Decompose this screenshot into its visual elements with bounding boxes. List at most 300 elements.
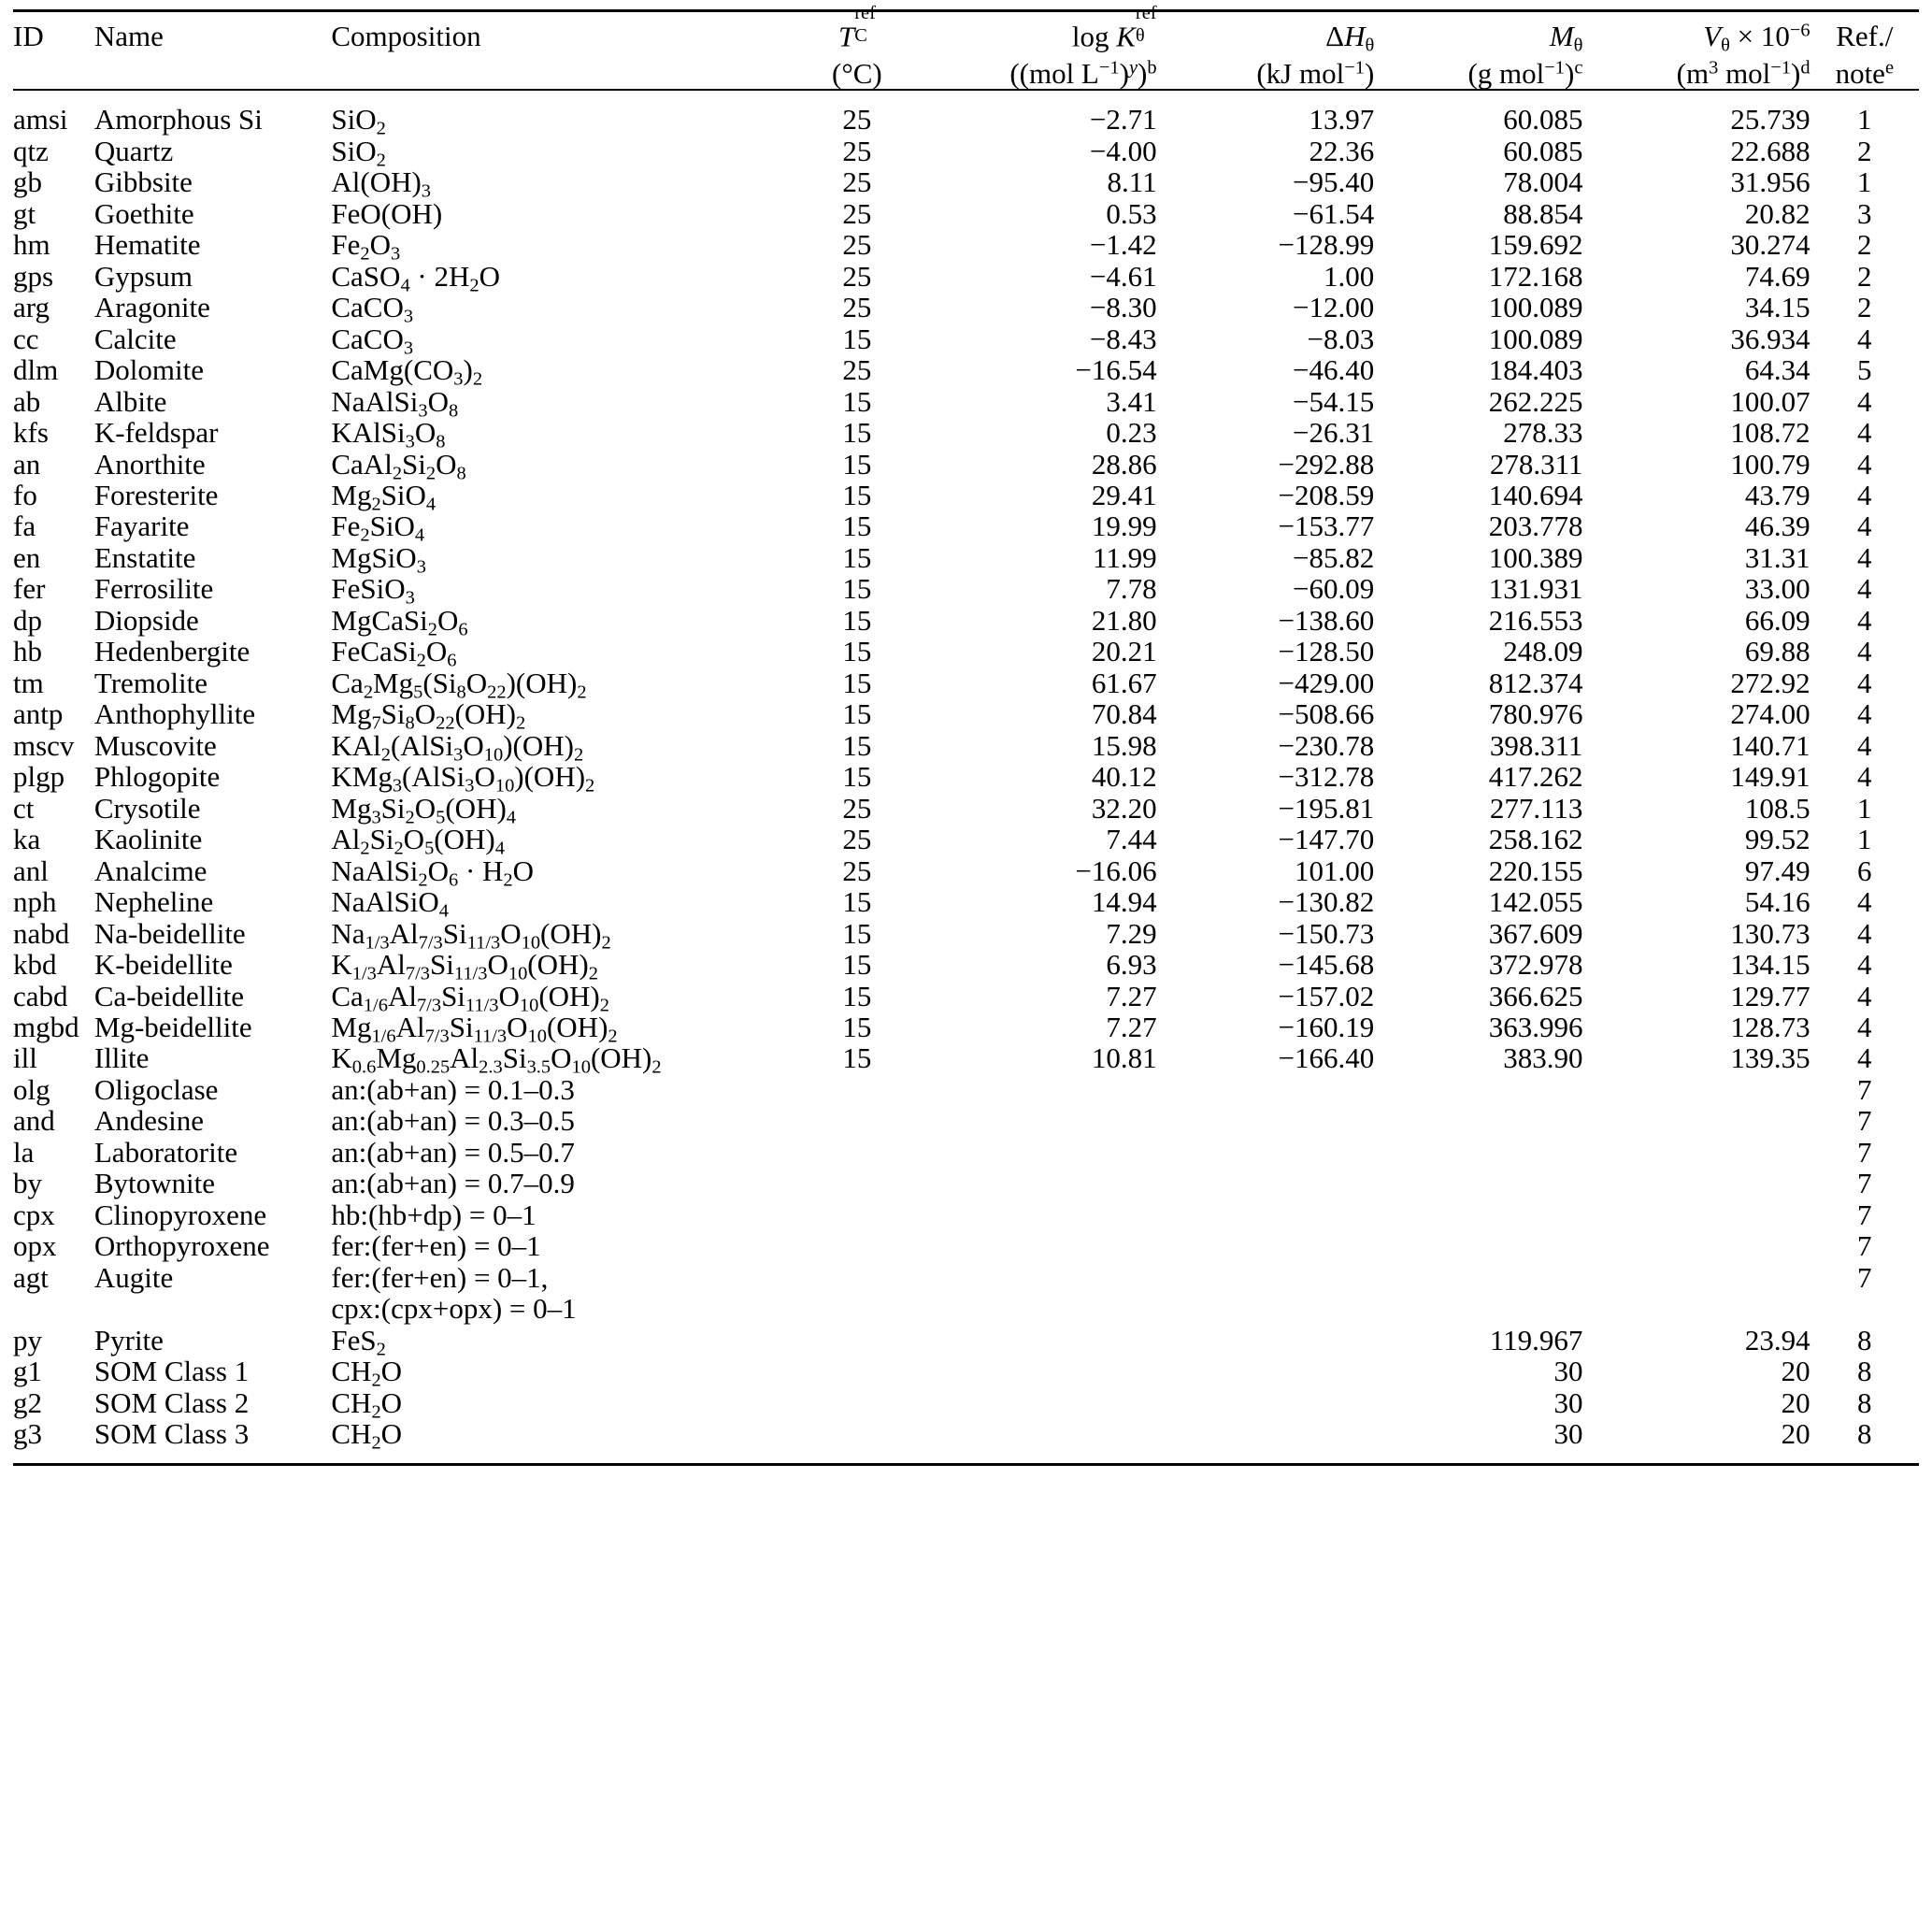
cell-composition: an:(ab+an) = 0.3–0.5 — [331, 1104, 575, 1138]
cell-ref: 4 — [1857, 635, 1872, 668]
cell-m: 383.90 — [1503, 1041, 1583, 1075]
cell-v: 130.73 — [1730, 916, 1810, 950]
cell-dh: 22.36 — [1309, 134, 1375, 167]
cell-logk: 19.99 — [1091, 510, 1157, 543]
cell-composition: NaAlSiO$_4$ — [331, 885, 449, 922]
cell-dh: −8.03 — [1307, 322, 1375, 355]
cell-ref: 1 — [1857, 823, 1872, 856]
cell-ref: 7 — [1857, 1229, 1872, 1263]
cell-ref: 2 — [1857, 134, 1872, 167]
cell-logk: 7.29 — [1106, 916, 1157, 950]
cell-name: SOM Class 1 — [93, 1355, 250, 1388]
cell-dh: 101.00 — [1295, 854, 1375, 887]
cell-logk: 7.78 — [1106, 572, 1157, 606]
cell-v — [1582, 1105, 1810, 1136]
cell-logk — [924, 1199, 1157, 1230]
cell-id: dp — [13, 603, 42, 637]
cell-ref: 4 — [1857, 447, 1872, 481]
cell-id: qtz — [13, 134, 49, 167]
cell-name: SOM Class 3 — [94, 1418, 332, 1464]
cell-id: fo — [13, 479, 37, 512]
cell-tc: 25 — [842, 291, 872, 324]
cell-m: 278.33 — [1503, 416, 1583, 450]
cell-id: kfs — [13, 416, 49, 450]
cell-composition: an:(ab+an) = 0.7–0.9 — [331, 1167, 575, 1200]
cell-m: 216.553 — [1488, 603, 1583, 637]
cell-composition: fer:(fer+en) = 0–1 — [331, 1229, 541, 1263]
table-row — [13, 1042, 1919, 1073]
cell-ref: 2 — [1857, 228, 1872, 262]
cell-ref: 7 — [1857, 1072, 1872, 1106]
cell-name: Diopside — [93, 603, 199, 637]
cell-id: ab — [13, 384, 41, 418]
mineral-properties-table — [13, 2, 1919, 1466]
cell-tc — [790, 1293, 924, 1324]
cell-m: 278.311 — [1489, 447, 1583, 481]
cell-composition: $KAl_2(AlSi_3O_{10})(OH)_2$ — [331, 728, 584, 766]
cell-name: Gibbsite — [93, 165, 193, 199]
cell-composition: $CaMg(CO_3)_2$ — [331, 353, 483, 390]
cell-composition: $CH_2O$ — [331, 1385, 403, 1423]
cell-ref: 1 — [1857, 165, 1872, 199]
cell-tc: 15 — [842, 603, 872, 637]
cell-dh — [1157, 1230, 1375, 1261]
cell-name: Na-beidellite — [93, 916, 246, 950]
cell-dh: −147.70 — [1278, 823, 1375, 856]
cell-dh — [1157, 1418, 1375, 1464]
cell-id: olg — [13, 1072, 50, 1106]
cell-composition: $Al(OH)_3$ — [331, 165, 432, 203]
cell-tc: 25 — [842, 823, 872, 856]
cell-id: fa — [13, 510, 36, 543]
table-row — [13, 198, 1919, 229]
cell-dh: −230.78 — [1278, 728, 1375, 762]
cell-name: K-beidellite — [93, 948, 233, 982]
cell-m — [1374, 1105, 1582, 1136]
cell-composition: $NaAlSi_3O_8$ — [331, 384, 459, 422]
cell-composition: $CH_2O$ — [331, 1418, 790, 1464]
cell-tc: 15 — [842, 447, 872, 481]
cell-dh: −195.81 — [1278, 791, 1375, 825]
cell-composition: an:(ab+an) = 0.5–0.7 — [331, 1135, 575, 1169]
cell-name: Andesine — [93, 1104, 204, 1138]
cell-v — [1582, 1137, 1810, 1168]
cell-logk: −16.06 — [1075, 854, 1157, 887]
cell-dh: −138.60 — [1278, 603, 1375, 637]
table-row — [13, 90, 1919, 135]
cell-v: 20 — [1781, 1385, 1810, 1419]
cell-m: 30 — [1553, 1385, 1583, 1419]
table-row — [13, 166, 1919, 197]
cell-tc — [790, 1356, 924, 1386]
cell-logk — [924, 1356, 1157, 1386]
cell-composition: CaCO$_3$ — [331, 291, 414, 327]
cell-v: 274.00 — [1730, 697, 1810, 731]
cell-composition: $KAlSi_3O_8$ — [331, 416, 446, 452]
cell-composition: $CaAl_2Si_2O_8$ — [331, 447, 466, 484]
cell-m: 248.09 — [1503, 635, 1583, 668]
cell-v: 108.5 — [1744, 791, 1810, 825]
cell-logk: 15.98 — [1091, 728, 1157, 762]
table-row — [13, 323, 1919, 354]
cell-id: la — [13, 1135, 35, 1169]
cell-v: 34.15 — [1744, 291, 1810, 324]
cell-dh — [1157, 1199, 1375, 1230]
cell-logk: 7.27 — [1106, 979, 1157, 1012]
cell-ref: 2 — [1857, 259, 1872, 293]
cell-dh: −54.15 — [1293, 384, 1375, 418]
cell-id: anl — [13, 854, 49, 887]
cell-v: 33.00 — [1744, 572, 1810, 606]
cell-composition: $Mg_3Si_2O_5(OH)_4$ — [331, 791, 516, 828]
cell-composition: $CH_2O$ — [331, 1355, 403, 1391]
cell-ref: 4 — [1857, 572, 1872, 606]
cell-tc — [790, 1418, 924, 1464]
cell-id: mscv — [13, 728, 75, 762]
table-row — [13, 229, 1919, 260]
cell-dh: 13.97 — [1309, 103, 1375, 136]
table-row — [13, 1262, 1919, 1293]
cell-dh — [1157, 1387, 1375, 1418]
cell-m: 262.225 — [1488, 384, 1583, 418]
cell-tc: 15 — [842, 760, 872, 794]
cell-composition: $Mg_7Si_8O_{22}(OH)_2$ — [331, 697, 526, 735]
cell-name: Dolomite — [93, 353, 204, 387]
cell-ref: 4 — [1857, 540, 1872, 574]
cell-composition: CaSO$_4$ · $2H_2O$ — [331, 259, 500, 296]
cell-logk — [924, 1418, 1157, 1464]
cell-ref: 4 — [1857, 384, 1872, 418]
table-row — [13, 1105, 1919, 1136]
cell-m: 812.374 — [1488, 666, 1583, 699]
cell-tc: 15 — [842, 1010, 872, 1043]
cell-id: tm — [13, 666, 44, 699]
column-header-enthalpy: $\Delta H_\theta$ (kJ mol$^{-1}$) — [1157, 11, 1375, 91]
cell-m: 100.089 — [1488, 322, 1583, 355]
cell-tc: 25 — [842, 165, 872, 199]
cell-logk — [924, 1074, 1157, 1105]
cell-m: 30 — [1553, 1355, 1583, 1388]
cell-logk: 29.41 — [1091, 479, 1157, 512]
cell-id: ill — [13, 1041, 37, 1075]
cell-v: 66.09 — [1744, 603, 1810, 637]
cell-tc — [790, 1168, 924, 1199]
cell-composition: $FeCaSi_2O_6$ — [331, 635, 457, 672]
cell-tc: 15 — [842, 510, 872, 543]
cell-tc: 25 — [842, 854, 872, 887]
cell-v: 140.71 — [1730, 728, 1810, 762]
cell-logk: 11.99 — [1092, 540, 1157, 574]
cell-dh: −128.99 — [1278, 228, 1375, 262]
cell-tc: 15 — [842, 635, 872, 668]
cell-dh: −60.09 — [1293, 572, 1375, 606]
cell-m: 100.089 — [1488, 291, 1583, 324]
cell-tc: 15 — [842, 916, 872, 950]
cell-v: 23.94 — [1744, 1323, 1810, 1356]
table-row — [13, 292, 1919, 323]
table-body — [13, 90, 1919, 1464]
cell-dh — [1157, 1105, 1375, 1136]
cell-tc: 15 — [842, 979, 872, 1012]
cell-name: Illite — [93, 1041, 150, 1075]
cell-tc: 15 — [842, 728, 872, 762]
cell-m: 30 — [1374, 1418, 1582, 1464]
cell-id: g3 — [13, 1418, 94, 1464]
cell-m: 131.931 — [1488, 572, 1583, 606]
cell-dh: −12.00 — [1293, 291, 1375, 324]
cell-v: 99.52 — [1744, 823, 1810, 856]
cell-name: Mg-beidellite — [93, 1010, 252, 1043]
cell-dh: −160.19 — [1278, 1010, 1375, 1043]
cell-id: hm — [13, 228, 50, 262]
cell-name: Quartz — [93, 134, 174, 167]
cell-id: an — [13, 447, 41, 481]
cell-ref: 5 — [1857, 353, 1872, 387]
cell-v: 46.39 — [1744, 510, 1810, 543]
table-row — [13, 1230, 1919, 1261]
cell-ref: 2 — [1857, 291, 1872, 324]
cell-dh — [1157, 1325, 1375, 1356]
table-row — [13, 1418, 1919, 1464]
cell-tc: 15 — [842, 416, 872, 450]
cell-ref: 4 — [1857, 948, 1872, 982]
cell-v: 134.15 — [1730, 948, 1810, 982]
cell-id: gps — [13, 259, 54, 293]
cell-dh: −145.68 — [1278, 948, 1375, 982]
cell-m: 372.978 — [1488, 948, 1583, 982]
cell-id: dlm — [13, 353, 59, 387]
cell-logk: 7.27 — [1106, 1010, 1157, 1043]
cell-dh: −61.54 — [1293, 196, 1375, 230]
cell-m: 367.609 — [1488, 916, 1583, 950]
cell-name: Ferrosilite — [93, 572, 214, 606]
cell-m: 172.168 — [1488, 259, 1583, 293]
cell-ref: 8 — [1857, 1355, 1872, 1388]
cell-v: 129.77 — [1730, 979, 1810, 1012]
cell-tc — [790, 1387, 924, 1418]
cell-name: Tremolite — [93, 666, 208, 699]
cell-dh — [1157, 1168, 1375, 1199]
cell-id: arg — [13, 291, 50, 324]
cell-tc: 15 — [842, 666, 872, 699]
cell-ref: 4 — [1857, 728, 1872, 762]
cell-id: g1 — [13, 1355, 42, 1388]
cell-v — [1582, 1168, 1810, 1199]
header-row — [13, 11, 1919, 91]
cell-m: 363.996 — [1488, 1010, 1583, 1043]
cell-ref: 7 — [1857, 1135, 1872, 1169]
cell-logk — [924, 1105, 1157, 1136]
table-row — [13, 793, 1919, 824]
cell-dh — [1157, 1074, 1375, 1105]
cell-m: 398.311 — [1489, 728, 1583, 762]
cell-logk: −1.42 — [1089, 228, 1157, 262]
table-row — [13, 1168, 1919, 1199]
cell-v: 64.34 — [1744, 353, 1810, 387]
cell-name: Pyrite — [93, 1323, 164, 1356]
cell-composition: $Mg_{1/6}Al_{7/3}Si_{11/3}O_{10}(OH)_2$ — [331, 1010, 618, 1047]
table-row — [13, 636, 1919, 667]
cell-m: 203.778 — [1488, 510, 1583, 543]
cell-id: and — [13, 1104, 55, 1138]
cell-v: 36.934 — [1730, 322, 1810, 355]
cell-v: 20 — [1582, 1418, 1810, 1464]
cell-id: cpx — [13, 1198, 55, 1231]
cell-v — [1582, 1293, 1810, 1324]
cell-tc: 25 — [842, 259, 872, 293]
cell-dh — [1157, 1293, 1375, 1324]
cell-v: 149.91 — [1730, 760, 1810, 794]
cell-dh: −508.66 — [1278, 697, 1375, 731]
cell-composition: $KMg_3(AlSi_3O_{10})(OH)_2$ — [331, 760, 595, 797]
cell-logk — [924, 1262, 1157, 1293]
cell-name: Goethite — [93, 196, 194, 230]
cell-name: Amorphous Si — [93, 103, 263, 136]
cell-name: Nepheline — [93, 885, 214, 919]
cell-name: Anorthite — [93, 447, 206, 481]
cell-ref: 1 — [1857, 791, 1872, 825]
table-row — [13, 698, 1919, 729]
cell-tc — [790, 1199, 924, 1230]
cell-logk: 40.12 — [1091, 760, 1157, 794]
cell-m — [1374, 1199, 1582, 1230]
cell-name: Bytownite — [93, 1167, 216, 1200]
cell-ref: 4 — [1857, 479, 1872, 512]
cell-logk — [924, 1168, 1157, 1199]
cell-composition: FeO(OH) — [331, 196, 443, 230]
cell-name: Hematite — [93, 228, 201, 262]
cell-logk: 7.44 — [1106, 823, 1157, 856]
cell-logk: 3.41 — [1106, 384, 1157, 418]
cell-v — [1582, 1230, 1810, 1261]
cell-id: nabd — [13, 916, 70, 950]
cell-logk: 61.67 — [1091, 666, 1157, 699]
cell-ref: 4 — [1857, 666, 1872, 699]
cell-ref: 4 — [1857, 916, 1872, 950]
cell-composition: $K_{1/3}Al_{7/3}Si_{11/3}O_{10}(OH)_2$ — [331, 948, 598, 984]
cell-name: Oligoclase — [93, 1072, 219, 1106]
table-row — [13, 542, 1919, 573]
table-row — [13, 1293, 1919, 1324]
cell-ref: 8 — [1810, 1418, 1919, 1464]
cell-logk: 20.21 — [1091, 635, 1157, 668]
cell-name: Calcite — [93, 322, 177, 355]
cell-id: en — [13, 540, 41, 574]
cell-id: agt — [13, 1260, 49, 1294]
cell-dh: −46.40 — [1293, 353, 1375, 387]
cell-id: gt — [13, 196, 36, 230]
cell-m — [1374, 1168, 1582, 1199]
cell-tc: 25 — [842, 196, 872, 230]
cell-composition: MgSiO$_3$ — [331, 540, 426, 578]
cell-dh: −208.59 — [1278, 479, 1375, 512]
cell-name: Aragonite — [93, 291, 210, 324]
cell-v — [1582, 1199, 1810, 1230]
cell-ref: 4 — [1857, 322, 1872, 355]
cell-tc: 15 — [842, 885, 872, 919]
cell-name: Fayarite — [93, 510, 190, 543]
cell-m: 277.113 — [1489, 791, 1583, 825]
cell-dh: −166.40 — [1278, 1041, 1375, 1075]
cell-dh — [1157, 1262, 1375, 1293]
cell-ref: 7 — [1857, 1104, 1872, 1138]
cell-name: Gypsum — [93, 259, 193, 293]
cell-id: by — [13, 1167, 42, 1200]
cell-dh: −130.82 — [1278, 885, 1375, 919]
cell-composition: cpx:(cpx+opx) = 0–1 — [331, 1292, 577, 1326]
cell-composition: $K_{0.6}Mg_{0.25}Al_{2.3}Si_{3.5}O_{10}(OH)_2$ — [331, 1041, 662, 1079]
cell-name: Orthopyroxene — [93, 1229, 270, 1263]
cell-id: hb — [13, 635, 42, 668]
cell-tc: 15 — [842, 479, 872, 512]
cell-dh: −150.73 — [1278, 916, 1375, 950]
cell-id: plgp — [13, 760, 65, 794]
cell-dh — [1157, 1356, 1375, 1386]
table-row — [13, 667, 1919, 698]
cell-m — [1374, 1293, 1582, 1324]
cell-v: 43.79 — [1744, 479, 1810, 512]
cell-composition: $Ca_{1/6}Al_{7/3}Si_{11/3}O_{10}(OH)_2$ — [331, 979, 609, 1016]
column-header-id: ID — [13, 11, 94, 91]
cell-logk: −2.71 — [1089, 103, 1157, 136]
cell-v: 20.82 — [1744, 196, 1810, 230]
cell-v: 100.79 — [1730, 447, 1810, 481]
cell-ref: 7 — [1857, 1167, 1872, 1200]
cell-name: Enstatite — [93, 540, 196, 574]
cell-m: 258.162 — [1488, 823, 1583, 856]
cell-ref: 8 — [1857, 1323, 1872, 1356]
table-row — [13, 605, 1919, 636]
cell-id: kbd — [13, 948, 57, 982]
cell-logk: −16.54 — [1075, 353, 1157, 387]
cell-m: 119.967 — [1489, 1323, 1583, 1356]
table-row — [13, 480, 1919, 510]
table-row — [13, 1012, 1919, 1042]
table-row — [13, 981, 1919, 1012]
cell-v — [1582, 1262, 1810, 1293]
column-header-molar-mass: $M_\theta$ (g mol$^{-1}$)$^c$ — [1374, 11, 1582, 91]
cell-v: 74.69 — [1744, 259, 1810, 293]
table-row — [13, 761, 1919, 792]
cell-logk — [924, 1325, 1157, 1356]
cell-dh: −157.02 — [1278, 979, 1375, 1012]
cell-composition: an:(ab+an) = 0.1–0.3 — [331, 1072, 575, 1106]
table-row — [13, 354, 1919, 385]
cell-ref — [1810, 1293, 1919, 1324]
cell-name: Analcime — [93, 854, 208, 887]
column-header-name: Name — [94, 11, 332, 91]
cell-logk — [924, 1137, 1157, 1168]
cell-composition: SiO$_2$ — [331, 134, 386, 171]
cell-tc: 15 — [842, 322, 872, 355]
cell-composition: $MgCaSi_2O_6$ — [331, 603, 468, 640]
cell-logk: −4.00 — [1089, 134, 1157, 167]
cell-m: 60.085 — [1503, 103, 1583, 136]
cell-id: cc — [13, 322, 39, 355]
cell-v: 30.274 — [1730, 228, 1810, 262]
table-row — [13, 949, 1919, 980]
cell-ref: 4 — [1857, 510, 1872, 543]
cell-v: 128.73 — [1730, 1010, 1810, 1043]
cell-ref: 4 — [1857, 697, 1872, 731]
cell-dh: −128.50 — [1278, 635, 1375, 668]
cell-composition: FeS$_2$ — [331, 1323, 386, 1360]
cell-name: Laboratorite — [93, 1135, 238, 1169]
table-row — [13, 261, 1919, 292]
cell-dh: −429.00 — [1278, 666, 1375, 699]
cell-logk: −8.43 — [1089, 322, 1157, 355]
cell-m: 78.004 — [1503, 165, 1583, 199]
